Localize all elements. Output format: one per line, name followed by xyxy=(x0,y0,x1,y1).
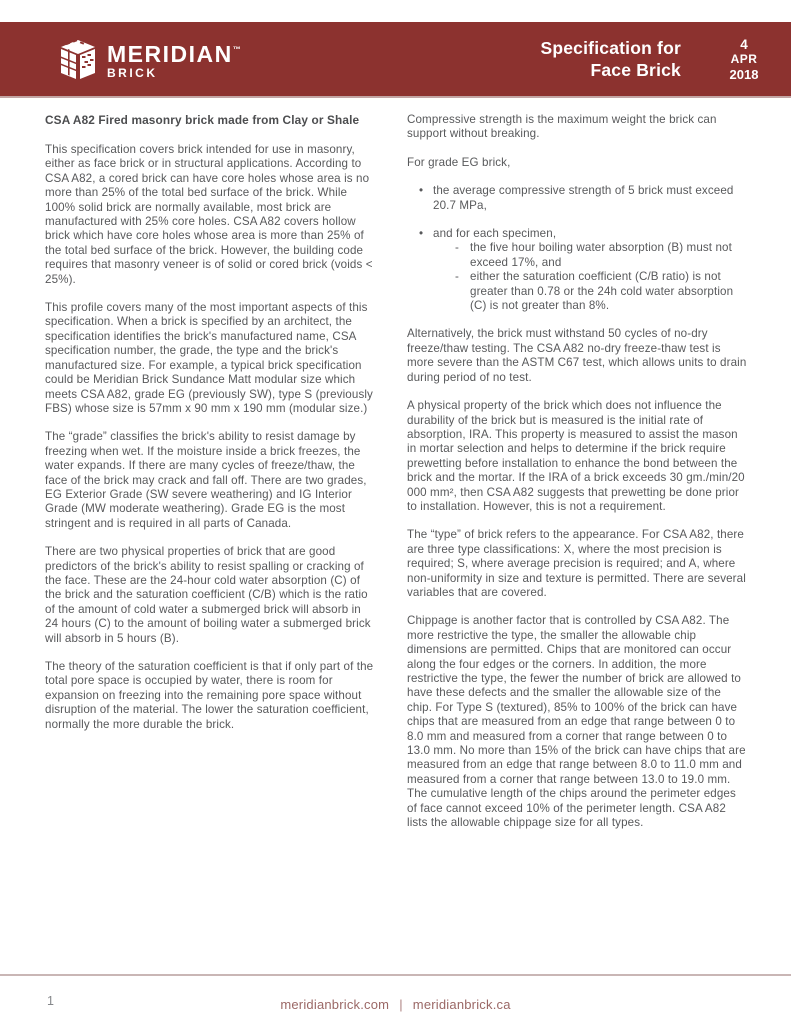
paragraph: The “grade” classifies the brick's ability to resist damage by freezing when wet. If the moisture inside a brick freezes, the water expands. If there are many cycles of freeze/thaw, the face of the brick may crack and fall off. There are two grades, EG Exterior Grade (SW severe weathering) and IG Interior Grade (MW moderate weathering). Grade EG is the most stringent and is required in all parts of Canada. xyxy=(45,430,367,530)
bullet-item xyxy=(419,184,747,213)
bullet-icon: • xyxy=(419,184,424,198)
paragraph: For grade EG brick, xyxy=(407,155,511,169)
bullet-text: the average compressive strength of 5 brick must exceed 20.7 MPa, xyxy=(433,184,734,212)
right-column xyxy=(407,113,747,844)
paragraph: Compressive strength is the maximum weight the brick can support without breaking. xyxy=(407,113,717,141)
date-month: APR xyxy=(730,51,758,66)
meridian-brick-logo xyxy=(56,36,241,82)
footer-websites xyxy=(0,997,791,1012)
website-link-ca[interactable]: meridianbrick.ca xyxy=(412,997,511,1012)
sub-bullet-text: either the saturation coefficient (C/B ratio) is not greater than 0.78 or the 24h cold water absorption (C) is not greater than 8%. xyxy=(470,270,734,313)
date-year: 2018 xyxy=(729,66,759,82)
trademark-symbol: ™ xyxy=(232,45,241,54)
brick-stack-icon xyxy=(56,36,98,82)
bullet-icon: • xyxy=(419,227,424,241)
dash-icon: - xyxy=(455,241,459,255)
document-title xyxy=(241,37,681,81)
paragraph: The theory of the saturation coefficient is that if only part of the total pore space is occupied by water, there is room for expansion on freezing into the remaining pore space without disruption of the material. The lower the saturation coefficient, normally the more durable the brick. xyxy=(45,660,374,731)
logo-wordmark xyxy=(107,38,241,80)
document-date xyxy=(711,37,777,82)
page-number: 1 xyxy=(47,994,54,1008)
date-day: 4 xyxy=(740,36,748,52)
bullet-item xyxy=(419,227,747,313)
paragraph: This profile covers many of the most important aspects of this specification. When a brick is specified by an architect, the specification identifies the brick's manufactured name, CSA specification number, the grade, the type and the brick's manufactured size. For example, a typical brick specification could be Meridian Brick Sundance Matt modular size which meets CSA A82, grade EG (previously SW), type S (previously FBS) whose size is 57mm x 90 mm x 190 mm (modular size.) xyxy=(45,301,373,415)
sub-bullet-item xyxy=(455,241,747,270)
body-columns xyxy=(45,113,747,844)
paragraph: A physical property of the brick which does not influence the durability of the brick but is measured is the initial rate of absorption, IRA. This property is measured to assist the mason in mortar selection and helps to determine if the brick require prewetting before installation to enhance the bond between the brick and the mortar. If the IRA of a brick exceeds 30 gm./min/20 000 mm², then CSA A82 suggests that prewetting be done prior to installation. However, this is not a requirement. xyxy=(407,399,745,513)
logo-name: MERIDIAN™ xyxy=(107,41,241,67)
paragraph: This specification covers brick intended for use in masonry, either as face brick or in structural applications. According to CSA A82, a cored brick can have core holes whose area is no more than 25% of the total bed surface of the brick. While 100% solid brick are normally available, most brick are manufactured with 25% core holes. CSA A82 covers hollow brick which have core holes whose area is more than 25% of the total bed surface of the brick. However, the building code requires that masonry veneer is of solid or cored brick (voids < 25%). xyxy=(45,143,373,286)
bullet-text: and for each specimen, xyxy=(433,227,557,241)
document-title-line1: Specification for xyxy=(540,38,681,58)
document-title-line2: Face Brick xyxy=(590,60,681,80)
bullet-group xyxy=(433,227,747,313)
section-heading: CSA A82 Fired masonry brick made from Clay or Shale xyxy=(45,113,360,127)
website-link-com[interactable]: meridianbrick.com xyxy=(280,997,390,1012)
paragraph: Chippage is another factor that is controlled by CSA A82. The more restrictive the type, the smaller the allowable chip dimensions are permitted. Chips that are monitored can occur along the four edges or the corners. In addition, the more restrictive the type, the fewer the number of brick are allowed to have these defects and the smaller the allowable size of the chip. For Type S (textured), 85% to 100% of the brick can have chips that are measured from an edge that range between 0 to 8.0 mm and measured from a corner that range between 0 to 13.0 mm. No more than 15% of the brick can have chips that are measured from an edge that range between 8.0 to 11.0 mm and measured from a corner that range between 13.0 to 19.0 mm. The cumulative length of the chips around the perimeter edges of face cannot exceed 10% of the perimeter length. CSA A82 lists the allowable chippage size for all types. xyxy=(407,614,746,830)
paragraph: There are two physical properties of brick that are good predictors of the brick's ability to resist spalling or cracking of the face. These are the 24-hour cold water absorption (C) of the brick and the saturation coefficient (C/B) which is the ratio of the amount of cold water a submerged brick will absorb in 24 hours (C) to the amount of boiling water a submerged brick will absorb in 5 hours (B). xyxy=(45,545,371,645)
paragraph: Alternatively, the brick must withstand 50 cycles of no-dry freeze/thaw testing. The CSA A82 no-dry freeze-thaw test is more severe than the ASTM C67 test, which allows units to drain during period of no test. xyxy=(407,327,747,384)
footer-divider xyxy=(0,974,791,976)
paragraph: The “type” of brick refers to the appearance. For CSA A82, there are three type classifications: X, where the most precision is required; S, where average precision is required; and A, where non-uniformity in size and texture is permitted. There are several variables that are covered. xyxy=(407,528,746,599)
sub-bullet-text: the five hour boiling water absorption (B) must not exceed 17%, and xyxy=(470,241,732,269)
dash-icon: - xyxy=(455,270,459,284)
header-band xyxy=(0,22,791,98)
sub-bullet-item xyxy=(455,270,747,313)
footer-separator: | xyxy=(399,997,403,1012)
left-column xyxy=(45,113,377,844)
logo-subtitle: BRICK xyxy=(107,66,158,80)
